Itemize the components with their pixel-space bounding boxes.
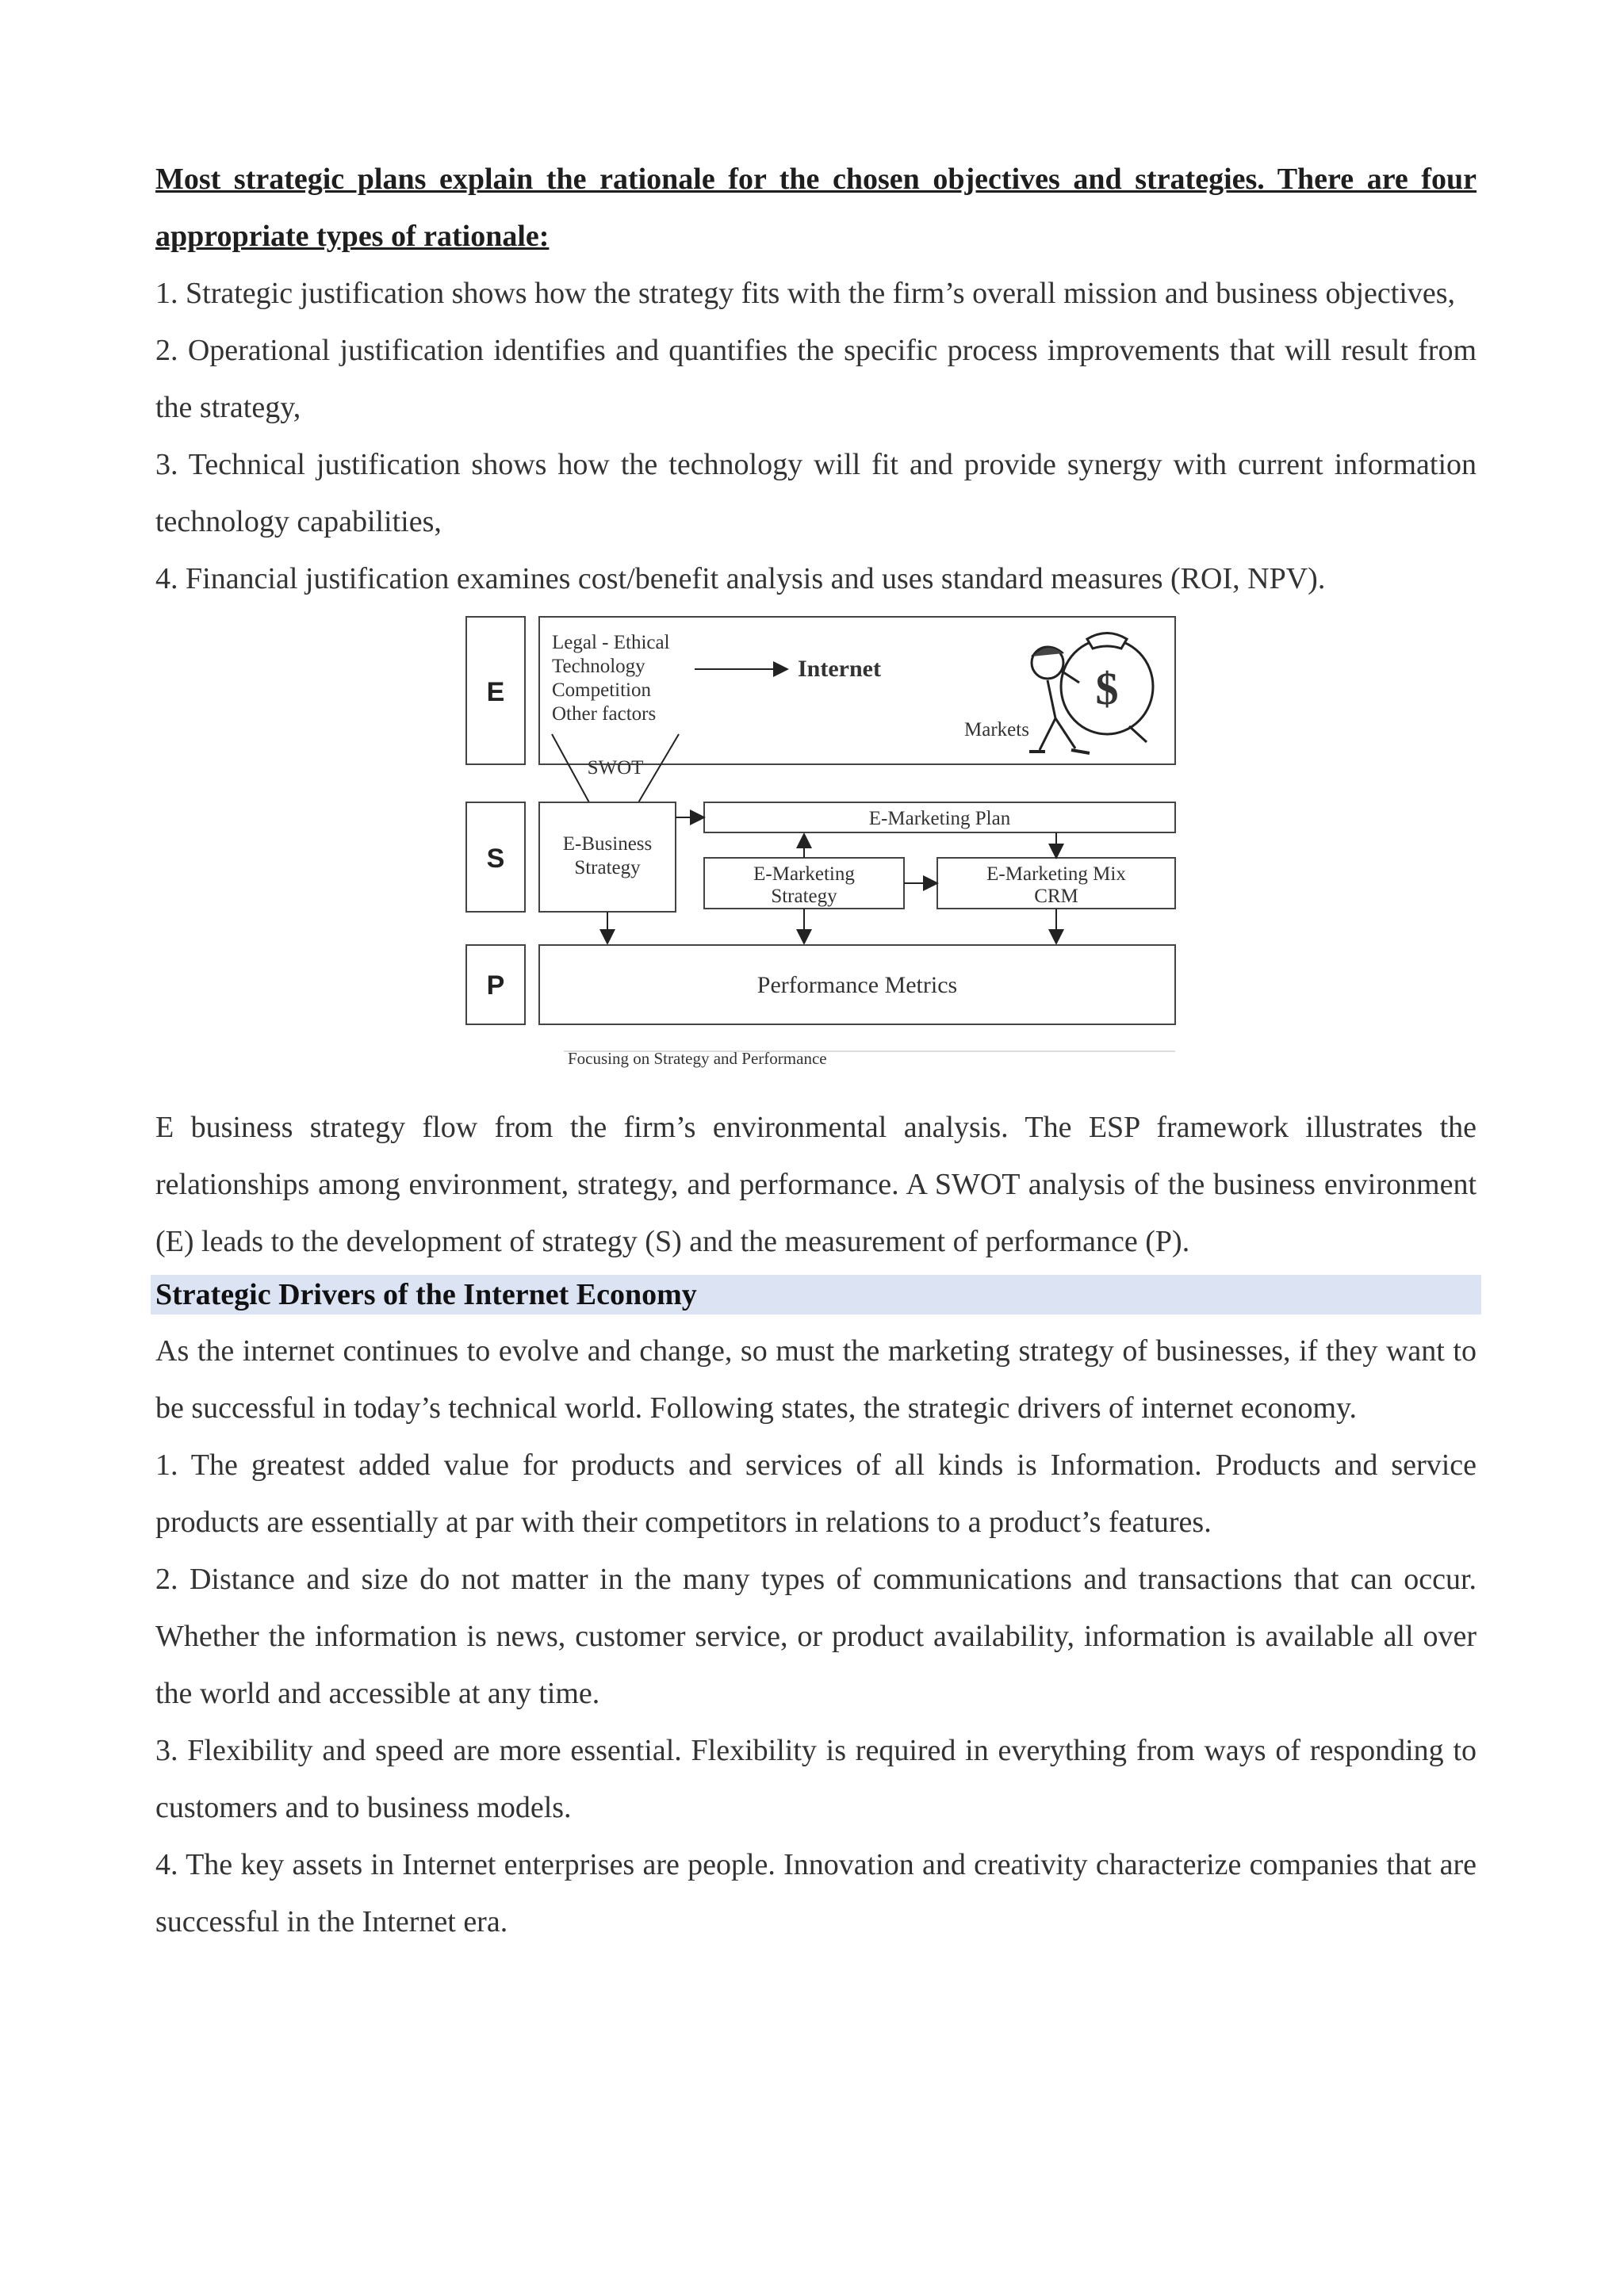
markets-label: Markets [964, 719, 1029, 740]
env-factor-technology: Technology [552, 656, 645, 677]
esp-paragraph: E business strategy flow from the firm’s environmental analysis. The ESP framework illustrates the relationships among environment, strategy, and performance. A SWOT analysis of the business environment (E) leads to the development of strategy (S) and the measurement of performance (P). [155, 1111, 1477, 1258]
rationale-item-3: 3. Technical justification shows how the technology will fit and provide synergy with current information technology capabilities, [155, 448, 1477, 538]
internet-label: Internet [798, 656, 881, 682]
ebusiness-strategy-line1: E-Business [562, 833, 653, 855]
emarketing-mix-line1: E-Marketing Mix [986, 863, 1126, 885]
e-label: E [486, 677, 505, 707]
driver-item-3: 3. Flexibility and speed are more essential. Flexibility is required in everything from ways of responding to customers and to business models. [155, 1734, 1477, 1824]
document-page [155, 151, 1477, 1950]
rationale-item-2: 2. Operational justification identifies and quantifies the specific process improvements that will result from the strategy, [155, 334, 1477, 424]
emarketing-strategy-line1: E-Marketing [753, 863, 855, 885]
drivers-section-title: Strategic Drivers of the Internet Economy [151, 1275, 1481, 1314]
emarketing-plan-label: E-Marketing Plan [868, 808, 1011, 829]
diagram-caption: Focusing on Strategy and Performance [568, 1049, 827, 1068]
emarketing-strategy-line2: Strategy [771, 886, 837, 907]
money-symbol: $ [1095, 663, 1119, 714]
env-factor-competition: Competition [552, 679, 651, 701]
rationale-heading: Most strategic plans explain the rationale for the chosen objectives and strategies. There are four appropriate types of rationale: [155, 163, 1477, 253]
driver-item-1: 1. The greatest added value for products and services of all kinds is Information. Products and service products are essentially at par with their competitors in relations to a product’s features. [155, 1448, 1477, 1539]
emarketing-mix-line2: CRM [1034, 886, 1078, 907]
driver-item-4: 4. The key assets in Internet enterprises are people. Innovation and creativity characterize companies that are successful in the Internet era. [155, 1848, 1477, 1938]
esp-diagram-svg [465, 615, 1178, 1091]
env-factor-other: Other factors [552, 703, 657, 725]
p-label: P [486, 970, 505, 1001]
performance-metrics-label: Performance Metrics [756, 972, 958, 998]
driver-item-2: 2. Distance and size do not matter in the many types of communications and transactions that can occur. Whether the information is news, customer service, or product availability, information is available all over the world and accessible at any time. [155, 1563, 1477, 1710]
rationale-item-1: 1. Strategic justification shows how the strategy fits with the firm’s overall mission and business objectives, [155, 277, 1456, 310]
s-label: S [486, 844, 505, 874]
ebusiness-strategy-line2: Strategy [574, 857, 641, 878]
drivers-intro: As the internet continues to evolve and change, so must the marketing strategy of businesses, if they want to be successful in today’s technical world. Following states, the strategic drivers of internet economy. [155, 1334, 1477, 1425]
esp-framework-diagram [155, 615, 1477, 1099]
env-factor-legal: Legal - Ethical [552, 632, 670, 653]
rationale-item-4: 4. Financial justification examines cost/benefit analysis and uses standard measures (ROI, NPV). [155, 562, 1326, 595]
swot-label: SWOT [587, 757, 644, 779]
